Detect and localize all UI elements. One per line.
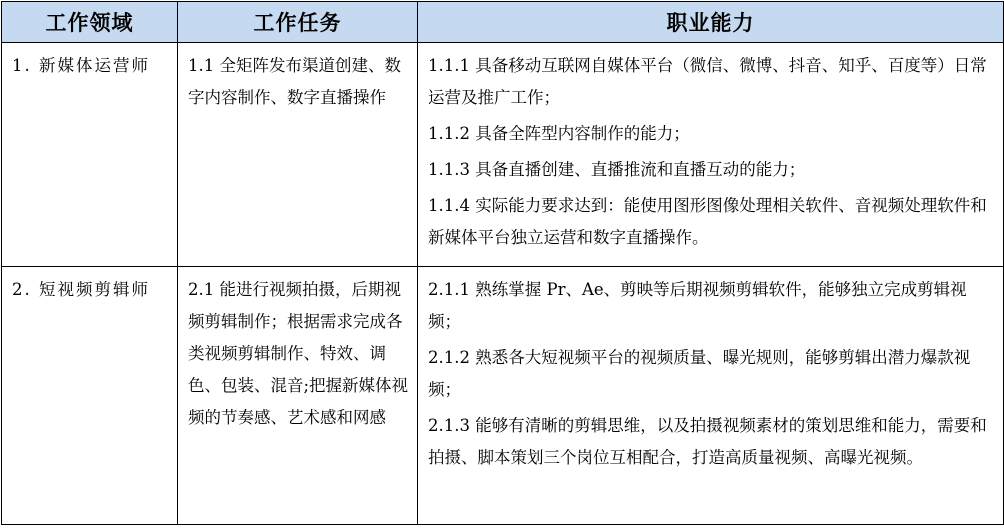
- header-row: [2, 2, 1004, 43]
- table-row: [2, 43, 1004, 267]
- ability-item: 1.1.3 具备直播创建、直播推流和直播互动的能力；: [428, 160, 806, 179]
- work-task-cell: 2.1 能进行视频拍摄，后期视频剪辑制作；根据需求完成各类视频剪辑制作、特效、调色、包装、混音;把握新媒体视频的节奏感、艺术感和网感: [178, 267, 418, 525]
- work-task-cell: 1.1 全矩阵发布渠道创建、数字内容制作、数字直播操作: [178, 43, 418, 267]
- ability-item: 1.1.4 实际能力要求达到：能使用图形图像处理相关软件、音视频处理软件和新媒体平台独立运营和数字直播操作。: [428, 196, 987, 247]
- competency-table: [1, 1, 1004, 525]
- ability-item: 1.1.1 具备移动互联网自媒体平台（微信、微博、抖音、知乎、百度等）日常运营及推广工作；: [428, 56, 987, 107]
- header-work-task: 工作任务: [178, 2, 418, 43]
- ability-item: 2.1.2 熟悉各大短视频平台的视频质量、曝光规则，能够剪辑出潜力爆款视频；: [428, 348, 971, 399]
- header-work-field: 工作领域: [2, 2, 178, 43]
- header-professional-ability: 职业能力: [418, 2, 1004, 43]
- ability-item: 2.1.1 熟练掌握 Pr、Ae、剪映等后期视频剪辑软件，能够独立完成剪辑视频；: [428, 280, 967, 331]
- work-field-cell: 2. 短视频剪辑师: [2, 267, 178, 525]
- ability-cell: [418, 43, 1004, 267]
- ability-item: 1.1.2 具备全阵型内容制作的能力；: [428, 124, 690, 143]
- table-row: [2, 267, 1004, 525]
- work-field-cell: 1. 新媒体运营师: [2, 43, 178, 267]
- ability-item: 2.1.3 能够有清晰的剪辑思维，以及拍摄视频素材的策划思维和能力，需要和拍摄、脚本策划三个岗位互相配合，打造高质量视频、高曝光视频。: [428, 416, 987, 467]
- ability-cell: [418, 267, 1004, 525]
